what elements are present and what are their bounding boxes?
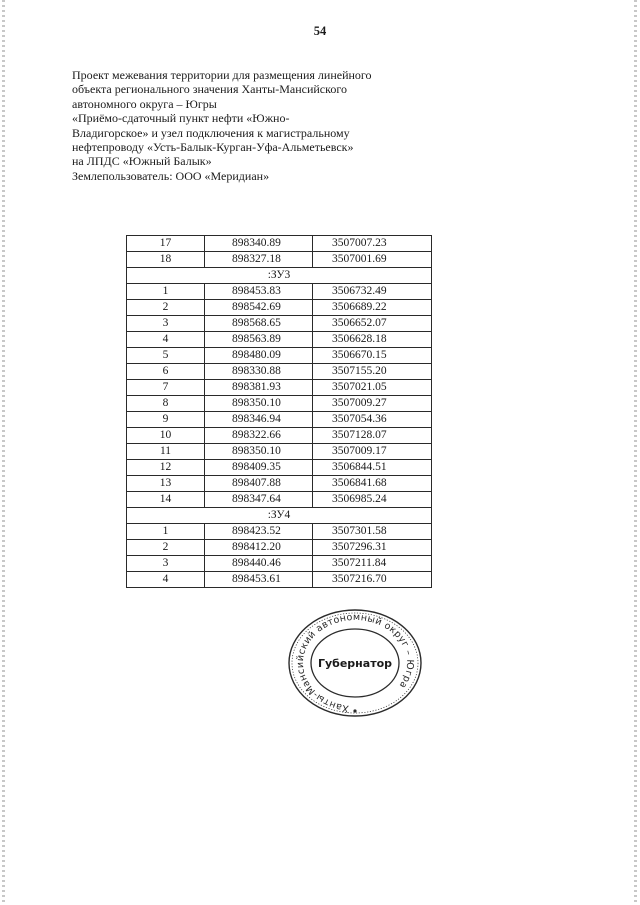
table-row xyxy=(127,556,432,572)
table-row xyxy=(127,412,432,428)
y-coordinate-cell: 3507128.07 xyxy=(313,428,432,444)
seal-graphic xyxy=(280,606,430,718)
point-number-cell: 7 xyxy=(127,380,205,396)
header-line: на ЛПДС «Южный Балык» xyxy=(72,154,212,169)
y-coordinate-cell: 3507009.17 xyxy=(313,444,432,460)
header-line: «Приёмо-сдаточный пункт нефти «Южно- xyxy=(72,111,290,126)
x-coordinate-cell: 898346.94 xyxy=(205,412,313,428)
y-coordinate-cell: 3507001.69 xyxy=(313,252,432,268)
point-number-cell: 13 xyxy=(127,476,205,492)
header-line: Владигорское» и узел подключения к магистральному xyxy=(72,125,350,140)
x-coordinate-cell: 898330.88 xyxy=(205,364,313,380)
y-coordinate-cell: 3507021.05 xyxy=(313,380,432,396)
point-number-cell: 3 xyxy=(127,556,205,572)
table-row xyxy=(127,572,432,588)
table-row xyxy=(127,396,432,412)
table-row xyxy=(127,476,432,492)
x-coordinate-cell: 898568.65 xyxy=(205,316,313,332)
point-number-cell: 1 xyxy=(127,524,205,540)
x-coordinate-cell: 898480.09 xyxy=(205,348,313,364)
y-coordinate-cell: 3506732.49 xyxy=(313,284,432,300)
y-coordinate-cell: 3506689.22 xyxy=(313,300,432,316)
header-line: автономного округа – Югры xyxy=(72,96,217,111)
y-coordinate-cell: 3506844.51 xyxy=(313,460,432,476)
y-coordinate-cell: 3506652.07 xyxy=(313,316,432,332)
x-coordinate-cell: 898327.18 xyxy=(205,252,313,268)
point-number-cell: 18 xyxy=(127,252,205,268)
point-number-cell: 2 xyxy=(127,540,205,556)
table-row xyxy=(127,492,432,508)
table-row xyxy=(127,380,432,396)
page-number: 54 xyxy=(313,24,327,38)
land-user-line: Землепользователь: ООО «Меридиан» xyxy=(72,168,270,183)
section-header-row xyxy=(127,508,432,524)
y-coordinate-cell: 3507054.36 xyxy=(313,412,432,428)
table-row xyxy=(127,460,432,476)
scan-edge-right xyxy=(634,0,637,905)
y-coordinate-cell: 3507007.23 xyxy=(313,236,432,252)
y-coordinate-cell: 3507301.58 xyxy=(313,524,432,540)
y-coordinate-cell: 3506670.15 xyxy=(313,348,432,364)
table-row xyxy=(127,348,432,364)
point-number-cell: 6 xyxy=(127,364,205,380)
x-coordinate-cell: 898440.46 xyxy=(205,556,313,572)
x-coordinate-cell: 898322.66 xyxy=(205,428,313,444)
scan-edge-left xyxy=(2,0,5,905)
header-line: нефтепроводу «Усть-Балык-Курган-Уфа-Альметьевск» xyxy=(72,140,354,155)
point-number-cell: 4 xyxy=(127,572,205,588)
table-row xyxy=(127,236,432,252)
y-coordinate-cell: 3507009.27 xyxy=(313,396,432,412)
table-row xyxy=(127,316,432,332)
y-coordinate-cell: 3507155.20 xyxy=(313,364,432,380)
table-row xyxy=(127,444,432,460)
header-line: Проект межевания территории для размещения линейного xyxy=(72,68,372,82)
point-number-cell: 14 xyxy=(127,492,205,508)
coordinates-table xyxy=(126,235,432,588)
x-coordinate-cell: 898350.10 xyxy=(205,444,313,460)
x-coordinate-cell: 898453.61 xyxy=(205,572,313,588)
seal-center-text: Губернатор xyxy=(317,657,393,670)
x-coordinate-cell: 898407.88 xyxy=(205,476,313,492)
x-coordinate-cell: 898423.52 xyxy=(205,524,313,540)
y-coordinate-cell: 3506841.68 xyxy=(313,476,432,492)
x-coordinate-cell: 898563.89 xyxy=(205,332,313,348)
point-number-cell: 11 xyxy=(127,444,205,460)
table-row xyxy=(127,332,432,348)
x-coordinate-cell: 898453.83 xyxy=(205,284,313,300)
y-coordinate-cell: 3507296.31 xyxy=(313,540,432,556)
table-row xyxy=(127,284,432,300)
point-number-cell: 12 xyxy=(127,460,205,476)
x-coordinate-cell: 898381.93 xyxy=(205,380,313,396)
document-header xyxy=(72,68,392,183)
y-coordinate-cell: 3507211.84 xyxy=(313,556,432,572)
y-coordinate-cell: 3507216.70 xyxy=(313,572,432,588)
point-number-cell: 3 xyxy=(127,316,205,332)
x-coordinate-cell: 898412.20 xyxy=(205,540,313,556)
point-number-cell: 10 xyxy=(127,428,205,444)
x-coordinate-cell: 898347.64 xyxy=(205,492,313,508)
section-header-row xyxy=(127,268,432,284)
table-row xyxy=(127,300,432,316)
table-row xyxy=(127,364,432,380)
table-row xyxy=(127,540,432,556)
x-coordinate-cell: 898409.35 xyxy=(205,460,313,476)
table-row xyxy=(127,428,432,444)
header-line: объекта регионального значения Ханты-Мансийского xyxy=(72,82,347,97)
point-number-cell: 5 xyxy=(127,348,205,364)
point-number-cell: 9 xyxy=(127,412,205,428)
section-title: :ЗУ3 xyxy=(127,268,432,284)
x-coordinate-cell: 898350.10 xyxy=(205,396,313,412)
governor-seal xyxy=(280,606,430,718)
y-coordinate-cell: 3506628.18 xyxy=(313,332,432,348)
point-number-cell: 2 xyxy=(127,300,205,316)
point-number-cell: 4 xyxy=(127,332,205,348)
seal-ring-text: Ханты-Мансийский автономный округ – Югра xyxy=(294,611,416,714)
section-title: :ЗУ4 xyxy=(127,508,432,524)
point-number-cell: 17 xyxy=(127,236,205,252)
table-row xyxy=(127,252,432,268)
table-row xyxy=(127,524,432,540)
x-coordinate-cell: 898340.89 xyxy=(205,236,313,252)
y-coordinate-cell: 3506985.24 xyxy=(313,492,432,508)
point-number-cell: 8 xyxy=(127,396,205,412)
seal-dot-icon xyxy=(353,709,356,712)
x-coordinate-cell: 898542.69 xyxy=(205,300,313,316)
point-number-cell: 1 xyxy=(127,284,205,300)
